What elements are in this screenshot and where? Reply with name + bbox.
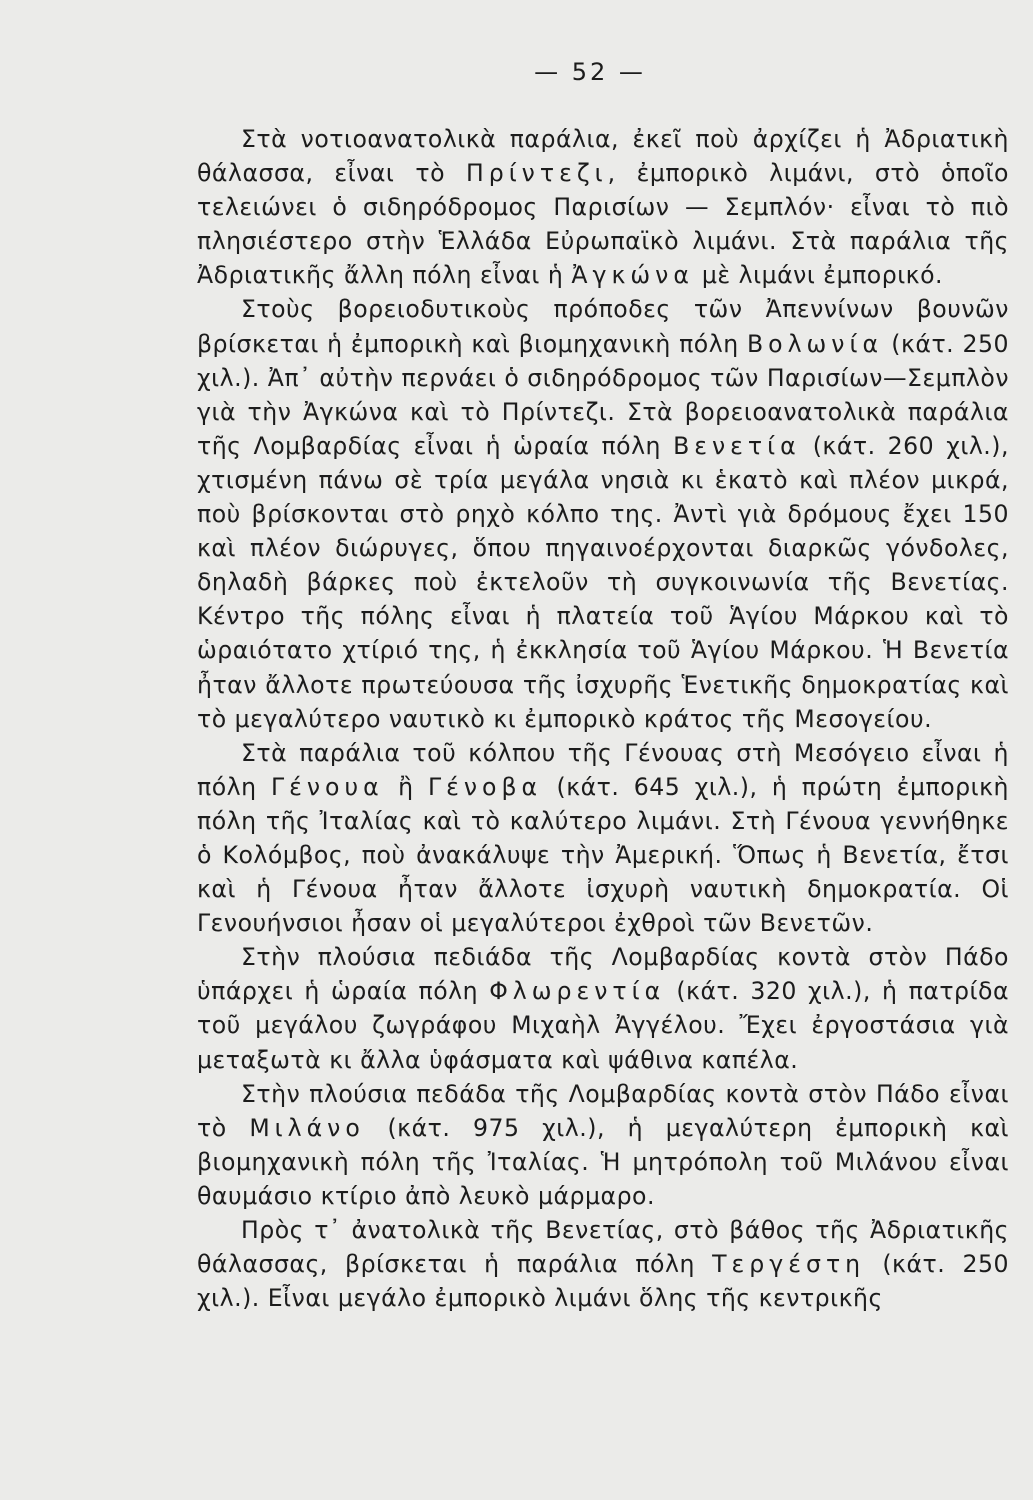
text-run: Στὰ παράλια τοῦ κόλπου τῆς Γένουας στὴ Μεσόγειο εἶναι ἡ πόλη	[197, 738, 1009, 801]
text-run: Στοὺς βορειοδυτικοὺς πρόποδες τῶν Ἀπεννίνων βουνῶν βρίσκεται ἡ ἐμπορικὴ καὶ βιομηχανικὴ πόλη	[197, 295, 1009, 358]
text-run: (κάτ. 320 χιλ.), ἡ πατρίδα τοῦ μεγάλου ζωγράφου Μιχαὴλ Ἀγγέλου. Ἔχει ἐργοστάσια γιὰ μεταξωτὰ κι ἄλλα ὑφάσματα καὶ ψάθινα καπέλα.	[197, 977, 1009, 1074]
text-run: Στὴν πλούσια πεδάδα τῆς Λομβαρδίας κοντὰ στὸν Πάδο εἶναι τὸ	[197, 1079, 1009, 1142]
text-run: μὲ λιμάνι ἐμπορικό.	[693, 261, 944, 290]
place-name: Γένουα	[270, 772, 384, 801]
place-name: Ἀγκώνα	[571, 261, 694, 290]
place-name: Φλωρεντία	[489, 977, 666, 1006]
place-name: Τεργέστη	[712, 1250, 866, 1279]
text-run: (κάτ. 250 χιλ.). Ἀπ᾿ αὐτὴν περνάει ὁ σιδηρόδρομος τῶν Παρισίων—Σεμπλὸν γιὰ τὴν Ἀγκώνα καὶ τὸ Πρίντεζι. Στὰ βορειοανατολικὰ παράλια τῆς Λομβαρδίας εἶναι ἡ ὡραία πόλη	[197, 329, 1010, 460]
text-run: (κάτ. 250 χιλ.). Εἶναι μεγάλο ἐμπορικὸ λιμάνι ὅλης τῆς κεντρικῆς	[197, 1250, 1009, 1313]
text-run: Στὰ νοτιοανατολικὰ παράλια, ἐκεῖ ποὺ ἀρχίζει ἡ Ἀδριατικὴ θάλασσα, εἶναι τὸ	[197, 125, 1009, 188]
text-run: Στὴν πλούσια πεδιάδα τῆς Λομβαρδίας κοντὰ στὸν Πάδο ὑπάρχει ἡ ὡραία πόλη	[197, 943, 1009, 1006]
place-name: Γένοβα	[427, 772, 543, 801]
page-body	[197, 122, 1009, 1315]
text-run: Πρὸς τ᾿ ἀνατολικὰ τῆς Βενετίας, στὸ βάθος τῆς Ἀδριατικῆς θάλασσας, βρίσκεται ἡ παράλια πόλη	[197, 1216, 1009, 1279]
text-run: (κάτ. 260 χιλ.), χτισμένη πάνω σὲ τρία μεγάλα νησιὰ κι ἑκατὸ καὶ πλέον μικρά, ποὺ βρίσκονται στὸ ρηχὸ κόλπο της. Ἀντὶ γιὰ δρόμους ἔχει 150 καὶ πλέον διώρυγες, ὅπου πηγαινοέρχονται διαρκῶς γόνδολες, δηλαδὴ βάρκες ποὺ ἐκτελοῦν τὴ συγκοινωνία τῆς Βενετίας. Κέντρο τῆς πόλης εἶναι ἡ πλατεία τοῦ Ἁγίου Μάρκου καὶ τὸ ὡραιότατο χτίριό της, ἡ ἐκκλησία τοῦ Ἁγίου Μάρκου. Ἡ Βενετία ἦταν ἄλλοτε πρωτεύουσα τῆς ἰσχυρῆς Ἑνετικῆς δημοκρατίας καὶ τὸ μεγαλύτερο ναυτικὸ κι ἐμπορικὸ κράτος τῆς Μεσογείου.	[197, 431, 1010, 733]
page-number: — 52 —	[534, 58, 646, 86]
text-run: (κάτ. 975 χιλ.), ἡ μεγαλύτερη ἐμπορικὴ καὶ βιομηχανικὴ πόλη τῆς Ἰταλίας. Ἡ μητρόπολη τοῦ Μιλάνου εἶναι θαυμάσιο κτίριο ἀπὸ λευκὸ μάρμαρο.	[197, 1113, 1010, 1210]
place-name: Βενετία	[673, 431, 801, 460]
text-run: , ἐμπορικὸ λιμάνι, στὸ ὁποῖο τελειώνει ὁ σιδηρόδρομος Παρισίων — Σεμπλόν· εἶναι τὸ πιὸ πλησιέστερο στὴν Ἑλλάδα Εὐρωπαϊκὸ λιμάνι. Στὰ παράλια τῆς Ἀδριατικῆς ἄλλη πόλη εἶναι ἡ	[197, 159, 1009, 290]
paragraph-trieste	[197, 1213, 1009, 1315]
paragraph-genoa	[197, 736, 1009, 941]
paragraph-adriatic	[197, 122, 1009, 292]
place-name: Βολωνία	[746, 329, 884, 358]
text-run: (κάτ. 645 χιλ.), ἡ πρώτη ἐμπορικὴ πόλη τῆς Ἰταλίας καὶ τὸ καλύτερο λιμάνι. Στὴ Γένουα γεννήθηκε ὁ Κολόμβος, ποὺ ἀνακάλυψε τὴν Ἀμερική. Ὅπως ἡ Βενετία, ἔτσι καὶ ἡ Γένουα ἦταν ἄλλοτε ἰσχυρὴ ναυτικὴ δημοκρατία. Οἱ Γενουήνσιοι ἦσαν οἱ μεγαλύτεροι ἐχθροὶ τῶν Βενετῶν.	[197, 772, 1010, 938]
text-run: ἢ	[383, 772, 428, 801]
paragraph-florence	[197, 940, 1009, 1076]
paragraph-bologna-venice	[197, 292, 1009, 735]
paragraph-milan	[197, 1077, 1009, 1213]
place-name: Πρίντεζι	[465, 159, 608, 188]
place-name: Μιλάνο	[249, 1113, 365, 1142]
